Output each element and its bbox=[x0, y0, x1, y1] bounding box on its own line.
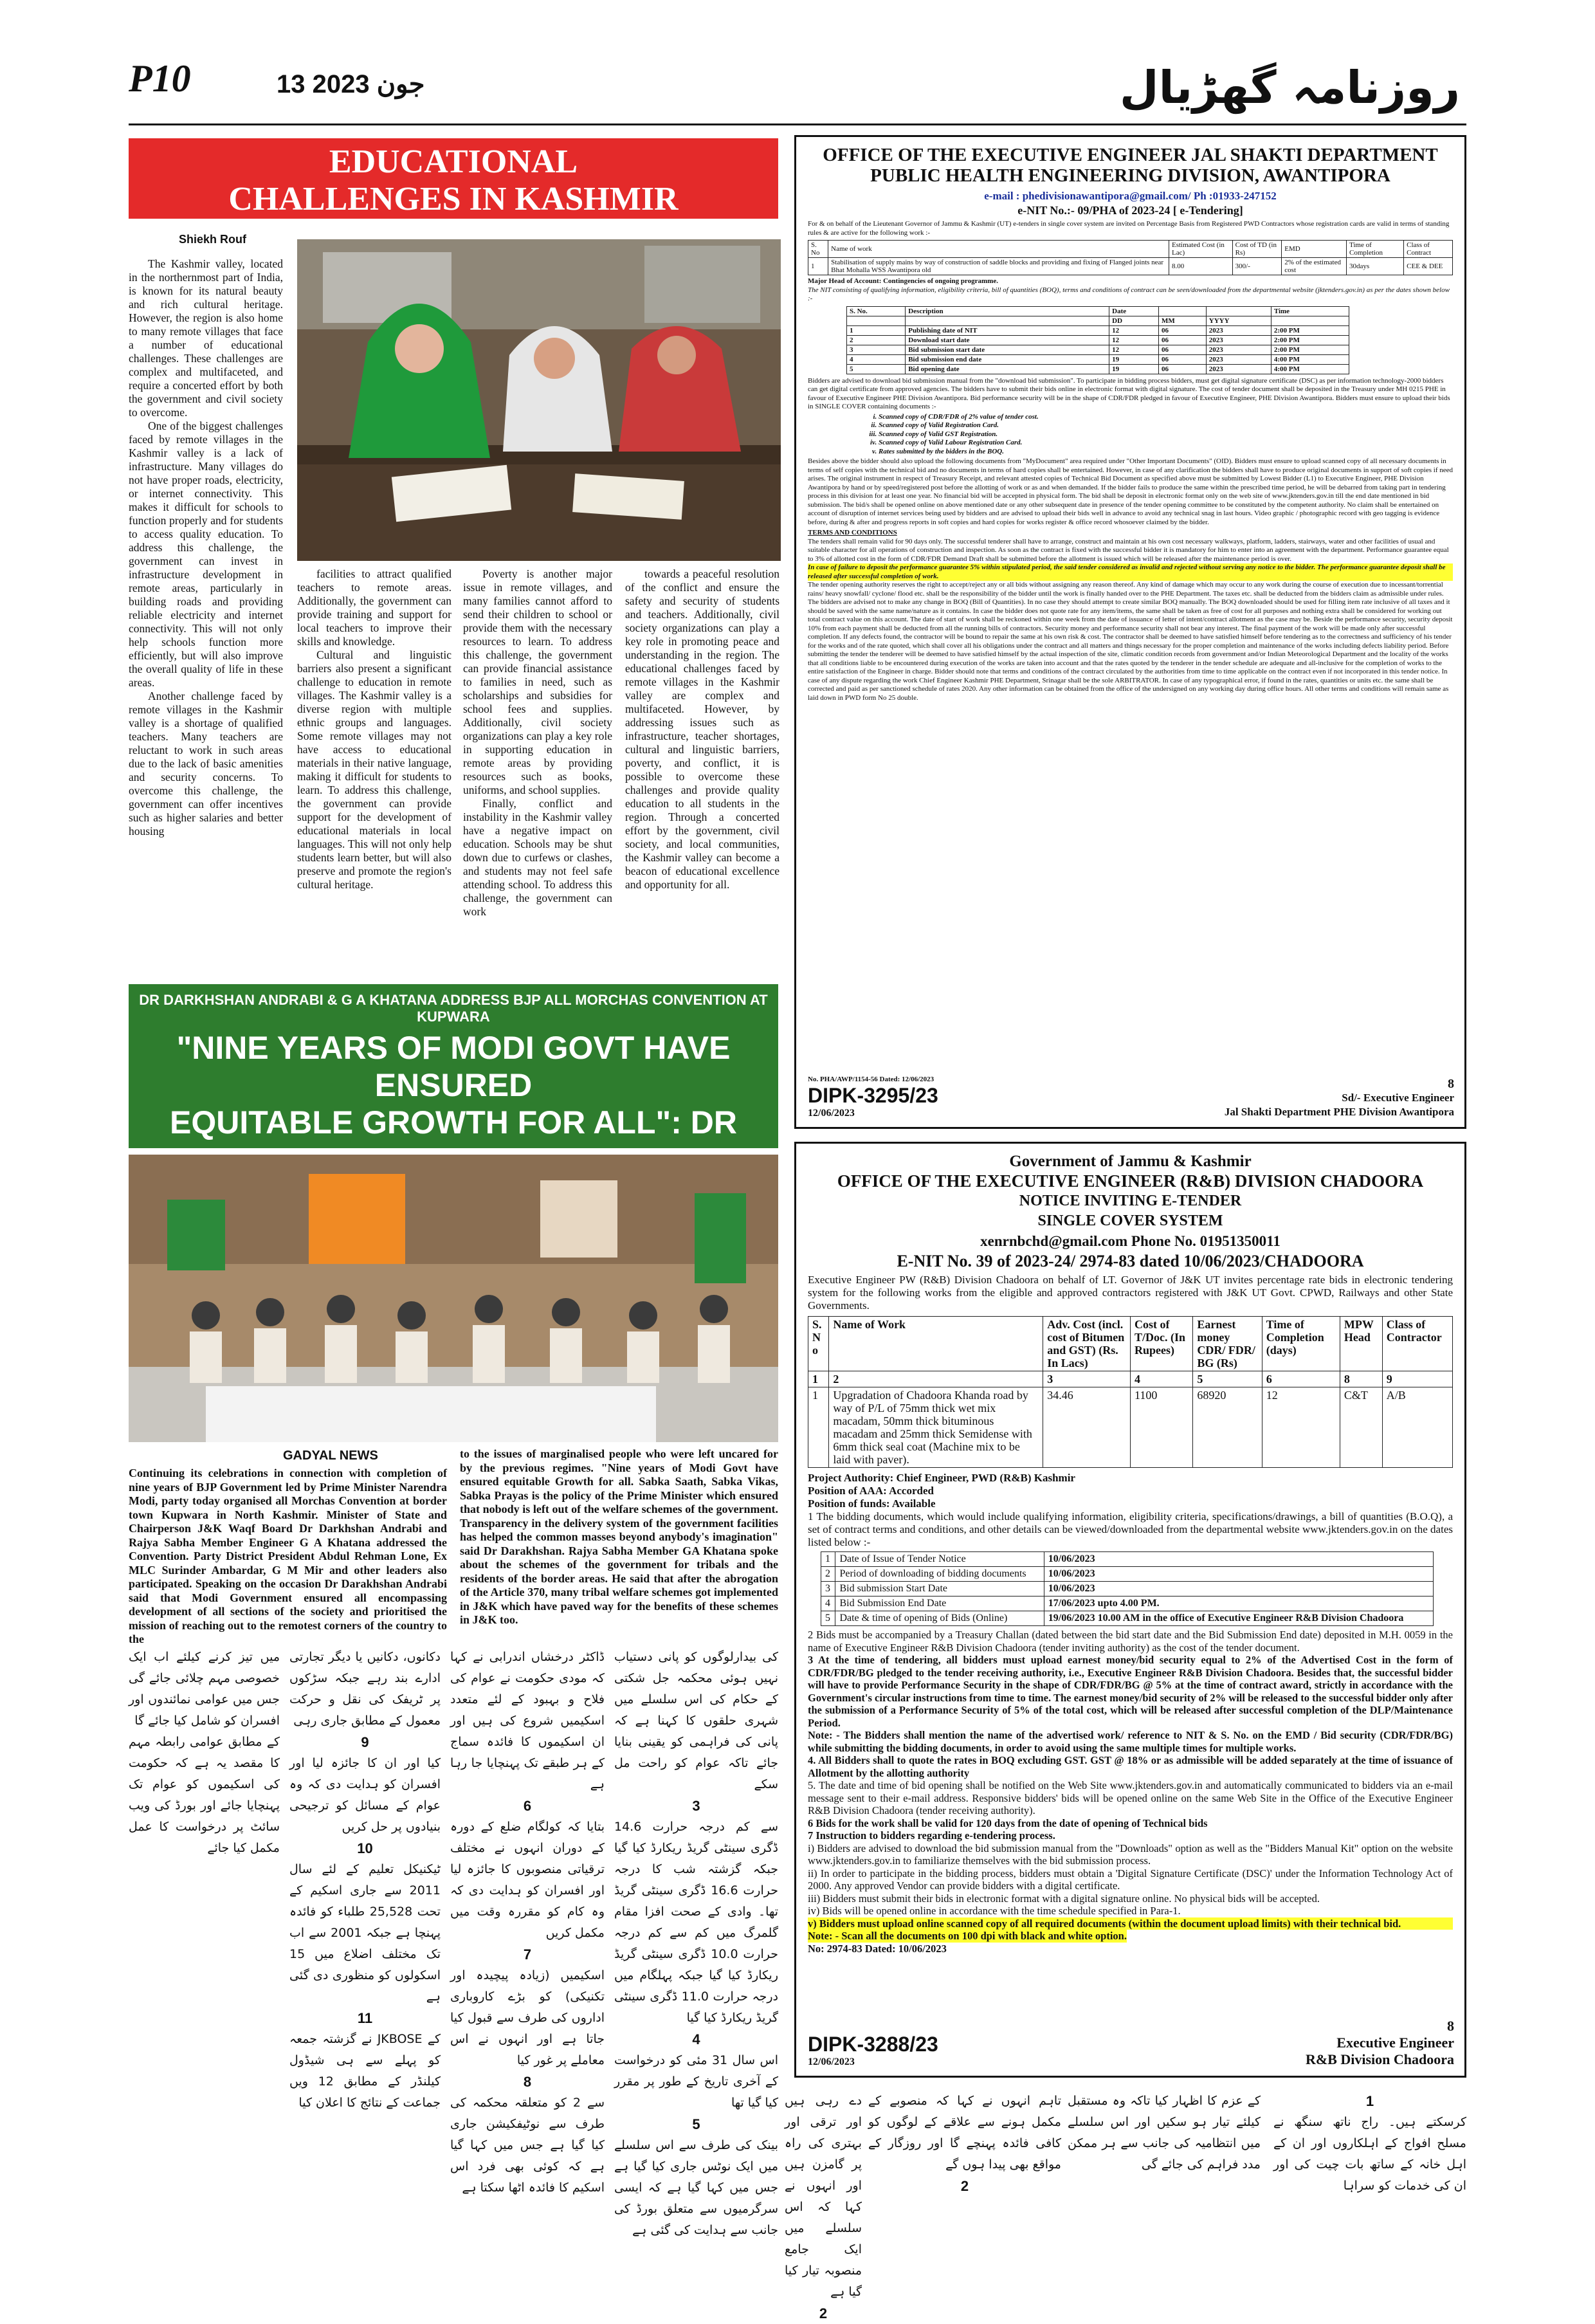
table-cell: 10/06/2023 bbox=[1044, 1552, 1433, 1567]
table-cell: 06 bbox=[1158, 364, 1206, 374]
table-cell: 34.46 bbox=[1043, 1387, 1131, 1468]
urdu-para: ٹیکنیکل تعلیم کے لئے سال 2011 سے جاری اسکیم کے تحت 25,528 طلباء کو فائدہ پہنچا ہے جبکہ 2001 سے اب تک مختلف اضلاع میں 15 اسکولوں کو منظوری دی گئی ہے bbox=[289, 1862, 441, 2004]
table-cell: Download start date bbox=[906, 335, 1109, 345]
table-cell: 12 bbox=[1262, 1387, 1340, 1468]
list-item: iii. Scanned copy of Valid GST Registration. bbox=[879, 430, 1453, 439]
article2-source: GADYAL NEWS bbox=[283, 1449, 378, 1463]
article1-col1 bbox=[129, 257, 283, 978]
table-cell: Publishing date of NIT bbox=[906, 325, 1109, 335]
table-cell: 12 bbox=[1109, 325, 1159, 335]
urdu-col3 bbox=[289, 1647, 441, 2110]
article1-col3 bbox=[463, 567, 612, 979]
table-cell: 4 bbox=[1130, 1371, 1192, 1387]
notice2-page-num: 8 bbox=[1447, 2018, 1454, 2034]
table-cell: 3 bbox=[1043, 1371, 1131, 1387]
urdu-para: بتایا کہ کولگام ضلع کے دورہ کے دوران انہوں نے مختلف ترقیاتی منصوبوں کا جائزہ لیا اور افسران کو ہدایت دی کہ وہ کام کو مقررہ وقت میں مکمل کریں bbox=[450, 1820, 605, 1940]
notice1-enit: e-NIT No.:- 09/PHA of 2023-24 [ e-Tendering] bbox=[1017, 204, 1243, 217]
urdu-para: بینک کی طرف سے اس سلسلے میں ایک نوٹس جاری کیا گیا ہے جس میں کہا گیا ہے کہ ایسی سرگرمیوں سے متعلق بورڈ کی جانب سے ہدایت کی گئی ہے bbox=[614, 2138, 778, 2237]
table-cell: 2 bbox=[821, 1567, 835, 1582]
notice2-para5: 5. The date and time of bid opening shall be notified on the Web Site www.jktenders.gov.in and automatically communicated to bidders via an e-mail message sent to their e-mail address. Responsive bidders' bids will be opened online on the same Web Site in the Office of the Executive Engineer R&B Division Chadoora (tender receiving authority). bbox=[808, 1779, 1453, 1816]
table-cell: 5 bbox=[847, 364, 906, 374]
urdu-para: سے کم درجہ حرارت 14.6 ڈگری سینٹی گریڈ ریکارڈ کیا گیا جبکہ گزشتہ شب کا درجہ حرارت 16.6 ڈگری سینٹی گریڈ تھا۔ وادی کے صحت افزا مقام گلمرگ میں کم سے کم درجہ حرارت 10.0 ڈگری سینٹی گریڈ ریکارڈ کیا گیا جبکہ پہلگام میں درجہ حرارت 11.0 ڈگری سینٹی گریڈ ریکارڈ کیا گیا bbox=[614, 1820, 778, 2025]
jal-shakti-tender-notice bbox=[794, 135, 1466, 1129]
notice2-para-ii: ii) In order to participate in the bidding process, bidders must obtain a 'Digital Signature Certificate (DSC)' under the Information Technology Act of 2000. Any approved Vendor can provide bidders with a digital certificate. bbox=[808, 1867, 1453, 1892]
notice2-para1: 1 The bidding documents, which would include qualifying information, eligibility criteria, specifications/drawings, a bill of quantities (B.O.Q), a set of contract terms and conditions, and other details can be viewed/downloaded from the departmental website www.jktenders.gov.in on the dates listed below :- bbox=[808, 1510, 1453, 1548]
table-cell: 2:00 PM bbox=[1271, 345, 1349, 354]
list-item: iv. Scanned copy of Valid Labour Registration Card. bbox=[879, 439, 1453, 448]
notice1-schedule-table bbox=[846, 306, 1349, 374]
notice2-heading-line2: OFFICE OF THE EXECUTIVE ENGINEER (R&B) DIVISION CHADOORA bbox=[837, 1171, 1424, 1191]
urdu-col2 bbox=[450, 1647, 605, 2195]
notice1-intro: For & on behalf of the Lieutenant Governor of Jammu & Kashmir (UT) e-tenders in single cover system are invited on Percentage Basis from Registered PWD Contractors whose registration cards are valid in terms of standing rules & are active for the following work :- bbox=[808, 220, 1450, 237]
article2-title-line1: "NINE YEARS OF MODI GOVT HAVE ENSURED bbox=[176, 1030, 731, 1103]
article2-title-line2: EQUITABLE GROWTH FOR ALL": DR bbox=[170, 1104, 737, 1140]
article2-headline-band bbox=[129, 984, 778, 1148]
notice1-heading-line2: PUBLIC HEALTH ENGINEERING DIVISION, AWANTIPORA bbox=[870, 165, 1390, 186]
list-item: i. Scanned copy of CDR/FDR of 2% value of tender cost. bbox=[879, 413, 1453, 422]
table-header-cell: DD bbox=[1109, 316, 1159, 325]
table-header-cell: Name of Work bbox=[829, 1317, 1043, 1371]
article1-col4 bbox=[625, 567, 779, 979]
table-cell: Bid submission end date bbox=[906, 354, 1109, 364]
table-cell: 2023 bbox=[1206, 335, 1271, 345]
table-row bbox=[847, 364, 1349, 374]
table-cell: Upgradation of Chadoora Khanda road by way of P/L of 75mm thick wet mix macadam, 50mm thick bituminous macadam and 25mm thick Semidense with 6mm thick seal coat (Machine mix to be laid with paver). bbox=[829, 1387, 1043, 1468]
table-cell: 4:00 PM bbox=[1271, 354, 1349, 364]
urdu-para: میں تیز کرنے کیلئے اب ایک خصوصی مہم چلائی جائے گی جس میں عوامی نمائندوں اور افسران کو شامل کیا جائے گا bbox=[129, 1650, 280, 1728]
table-cell: 1 bbox=[808, 258, 828, 275]
table-cell: 6 bbox=[1262, 1371, 1340, 1387]
table-cell: 06 bbox=[1158, 325, 1206, 335]
urdu-item-number: 3 bbox=[692, 1798, 700, 1814]
urdu-para: دے رہی ہیں اور ترقی اور بہتری کی راہ پر گامزن ہیں اور انہوں نے کہا کہ اس سلسلے میں ایک جامع منصوبہ تیار کیا گیا ہے bbox=[785, 2094, 862, 2299]
notice1-work-table bbox=[808, 240, 1453, 275]
notice1-heading-line1: OFFICE OF THE EXECUTIVE ENGINEER JAL SHAKTI DEPARTMENT bbox=[823, 145, 1438, 165]
table-header-cell bbox=[1206, 306, 1271, 316]
notice1-dipk-date: 12/06/2023 bbox=[808, 1108, 855, 1119]
article1-byline: Shiekh Rouf bbox=[179, 233, 247, 246]
notice2-funds: Position of funds: Available bbox=[808, 1497, 936, 1510]
urdu-bottom-col3 bbox=[868, 2091, 1061, 2232]
urdu-item-number: 6 bbox=[523, 1798, 532, 1814]
table-cell: 300/- bbox=[1232, 258, 1282, 275]
notice1-dipk: DIPK-3295/23 bbox=[808, 1084, 938, 1107]
table-cell: 4:00 PM bbox=[1271, 364, 1349, 374]
urdu-para: کے عزم کا اظہار کیا تاکہ وہ مستقبل کیلئے تیار ہو سکیں اور اس سلسلے میں انتظامیہ کی جانب سے ہر ممکن مدد فراہم کی جائے گی bbox=[1068, 2094, 1261, 2172]
classroom-photo-image bbox=[297, 239, 781, 561]
table-row bbox=[821, 1611, 1434, 1626]
table-header-cell: Cost of TD (in Rs) bbox=[1232, 241, 1282, 258]
table-cell: 2023 bbox=[1206, 345, 1271, 354]
notice2-dipk: DIPK-3288/23 bbox=[808, 2033, 938, 2056]
notice1-email: e-mail : phedivisionawantipora@gmail.com/ Ph :01933-247152 bbox=[984, 190, 1277, 202]
table-cell: 2023 bbox=[1206, 325, 1271, 335]
table-cell: 1100 bbox=[1130, 1387, 1192, 1468]
article1-para: Cultural and linguistic barriers also present a significant challenge to education in remote villages. The Kashmir valley is a diverse region with multiple ethnic groups and languages. Some remote villages may not have access to educational materials in their native language, making it difficult for students to learn. To address this challenge, the government can provide support for the development of educational materials in local languages. This will not only help students learn better, but will also preserve and promote the region's cultural heritage. bbox=[297, 648, 451, 891]
notice2-aaa: Position of AAA: Accorded bbox=[808, 1485, 934, 1497]
notice1-terms-title: TERMS AND CONDITIONS bbox=[808, 529, 897, 536]
notice1-reference-no: No. PHA/AWP/1154-56 Dated: 12/06/2023 bbox=[808, 1075, 934, 1083]
table-header-cell: Estimated Cost (in Lac) bbox=[1169, 241, 1233, 258]
table-cell: CEE & DEE bbox=[1404, 258, 1453, 275]
urdu-item-number: 11 bbox=[357, 2010, 373, 2026]
notice2-para7: 7 Instruction to bidders regarding e-tendering process. bbox=[808, 1829, 1055, 1842]
urdu-bottom-col1 bbox=[1273, 2091, 1466, 2232]
table-cell: Stabilisation of supply mains by way of construction of saddle blocks and providing and fixing of Flanged joints near Bhat Mohalla WSS Awantipora old bbox=[828, 258, 1169, 275]
table-cell: 19 bbox=[1109, 354, 1159, 364]
table-header-cell: EMD bbox=[1282, 241, 1347, 258]
table-cell: Date & time of opening of Bids (Online) bbox=[835, 1611, 1044, 1626]
table-cell: 2% of the estimated cost bbox=[1282, 258, 1347, 275]
table-cell: 5 bbox=[821, 1611, 835, 1626]
table-cell: 1 bbox=[808, 1387, 829, 1468]
notice1-page-num: 8 bbox=[1448, 1077, 1454, 1091]
table-row bbox=[847, 335, 1349, 345]
article2-col1: Continuing its celebrations in connection with completion of nine years of BJP Government led by Prime Minister Narendra Modi, party today organised all Morchas Convention at border town Kupwara in North Kashmir. Minister of State and Chairperson J&K Waqf Board Dr Darkhshan Andrabi and Rajya Sabha Member Engineer G A Khatana addressed the Convention. Party District President Abdul Rehman Lone, Ex MLC Surinder Ambardar, G M Mir and other leaders also participated. Speaking on the occasion Dr Darakhshan Andrabi said that Modi Government ensured all encompassing development of all sections of the society and prioritised the mission of reaching out to the remotest corners of the country to the bbox=[129, 1467, 447, 1645]
urdu-bottom-col4 bbox=[785, 2091, 862, 2321]
table-header-cell: Earnest money CDR/ FDR/ BG (Rs) bbox=[1193, 1317, 1262, 1371]
table-header-cell: Adv. Cost (incl. cost of Bitumen and GST) (Rs. In Lacs) bbox=[1043, 1317, 1131, 1371]
article1-para: towards a peaceful resolution of the conflict and ensure the safety and security of students and teachers. Additionally, civil society organizations can play a key role in promoting peace and understanding in the region. The educational challenges faced by remote villages in the Kashmir valley are complex and multifaceted. However, by addressing issues such as infrastructure, teacher shortages, cultural and linguistic barriers, poverty, and conflict, it is possible to overcome these challenges and provide quality education to all students in the region. Through a concerted effort by the government, civil society, and local communities, the Kashmir valley can become a beacon of educational excellence and opportunity for all. bbox=[625, 567, 779, 891]
notice2-heading-line1: Government of Jammu & Kashmir bbox=[1009, 1153, 1252, 1170]
article1-para: Another challenge faced by remote villages in the Kashmir valley is a shortage of qualified teachers. Many teachers are reluctant to work in such areas due to the lack of basic amenities and security concerns. To overcome this challenge, the government can offer incentives such as higher salaries and better housing bbox=[129, 690, 283, 837]
notice1-nit-note: The NIT consisting of qualifying information, eligibility criteria, bill of quantities (BOQ), terms and conditions of contract can be seen/downloaded from the departmental website (jktenders.gov.in) as per the dates shown below :- bbox=[808, 286, 1450, 302]
urdu-para: ڈاکٹر درخشاں اندرابی نے کہا کہ مودی حکومت نے عوام کی فلاح و بہبود کے لئے متعدد اسکیمیں شروع کی ہیں اور ان اسکیموں کا فائدہ سماج کے ہر طبقے تک پہنچایا جا رہا ہے bbox=[450, 1650, 605, 1791]
notice2-dipk-date: 12/06/2023 bbox=[808, 2056, 855, 2067]
urdu-para: کے JKBOSE نے گزشتہ جمعہ کو پہلے سے ہی شیڈول کیلنڈر کے مطابق 12 ویں جماعت کے نتائج کا اعلان کیا bbox=[289, 2032, 441, 2110]
notice1-head-account: Major Head of Account: Contingencies of ongoing programme. bbox=[808, 277, 998, 285]
table-header-cell: Name of work bbox=[828, 241, 1169, 258]
notice2-para-i: i) Bidders are advised to download the bid submission manual from the "Downloads" option as well as the "Bidders Manual Kit" option on the website www.jktenders.gov.in to familiarize themselves with the bid submission process. bbox=[808, 1842, 1453, 1867]
table-cell: 3 bbox=[821, 1582, 835, 1597]
notice2-work-table bbox=[808, 1316, 1453, 1468]
urdu-para: اسکیمیں (زیادہ پیچیدہ اور تکنیکی) کو بڑے کاروباری اداروں کی طرف سے قبول کیا جاتا ہے اور انہوں نے اس معاملے پر غور کیا bbox=[450, 1968, 605, 2067]
notice2-reference-no: No: 2974-83 Dated: 10/06/2023 bbox=[808, 1942, 947, 1955]
notice1-signature-title: Sd/- Executive Engineer bbox=[1342, 1092, 1454, 1104]
table-cell: 12 bbox=[1109, 345, 1159, 354]
urdu-para: تاہم انہوں نے کہا کہ منصوبے کے مکمل ہونے سے علاقے کے لوگوں کو کافی فائدہ پہنچے گا اور روزگار کے مواقع بھی پیدا ہوں گے bbox=[868, 2094, 1061, 2172]
table-cell: 10/06/2023 bbox=[1044, 1582, 1433, 1597]
table-cell: 1 bbox=[821, 1552, 835, 1567]
notice2-para2: 2 Bids must be accompanied by a Treasury Challan (dated between the bid start date and the Bid Submission End date) deposited in M.H. 0059 in the name of Executive Engineer R&B Division Chadoora (tender inviting authority) as the cost of the tender document. bbox=[808, 1629, 1453, 1654]
urdu-item-number: 5 bbox=[692, 2116, 700, 2132]
article1-title-line2: CHALLENGES IN KASHMIR bbox=[228, 181, 679, 217]
notice2-para4: 4. All Bidders shall to quote the rates in BOQ excluding GST. GST @ 18% or as admissible will be added separately at the time of issuance of Allotment by the allotting authority bbox=[808, 1754, 1453, 1779]
article1-title-banner bbox=[129, 138, 778, 219]
notice2-note2: Note: - Scan all the documents on 100 dpi with black and white option. bbox=[808, 1930, 1127, 1942]
convention-photo-image bbox=[129, 1155, 778, 1442]
table-cell: 1 bbox=[808, 1371, 829, 1387]
notice2-para-v: v) Bidders must upload online scanned copy of all required documents (within the document upload limits) with their technical bid. bbox=[808, 1917, 1453, 1930]
table-cell: 1 bbox=[847, 325, 906, 335]
table-cell: 4 bbox=[821, 1597, 835, 1611]
article1-para: One of the biggest challenges faced by remote villages in the Kashmir valley is a lack of infrastructure. Many villages do not have proper roads, electricity, or internet connectivity. This makes it difficult for schools to function properly and for students to access quality education. To address this challenge, the government can invest in infrastructure development in remote areas, particularly in building roads and providing reliable electricity and internet connectivity. This will not only help schools function more efficiently, but will also improve the overall quality of life in these areas. bbox=[129, 419, 283, 689]
notice2-intro: Executive Engineer PW (R&B) Division Chadoora on behalf of LT. Governor of J&K UT invites percentage rate bids in electronic tendering system for the following works from the eligible and approved contractors registered with J&K UT Govt. CPWD, Railways and other State Governments. bbox=[808, 1274, 1453, 1312]
urdu-bottom-col2 bbox=[1068, 2091, 1261, 2232]
notice2-heading-line4: SINGLE COVER SYSTEM bbox=[1037, 1212, 1223, 1229]
table-cell: 2:00 PM bbox=[1271, 325, 1349, 335]
table-cell: 9 bbox=[1382, 1371, 1452, 1387]
urdu-para: کیا اور ان کا جائزہ لیا اور افسران کو ہدایت دی کہ وہ عوام کے مسائل کو ترجیحی بنیادوں پر حل کریں bbox=[289, 1756, 441, 1834]
table-cell: C&T bbox=[1340, 1387, 1382, 1468]
urdu-item-number: 2 bbox=[819, 2305, 828, 2321]
notice2-para6: 6 Bids for the work shall be valid for 120 days from the date of opening of Technical bids bbox=[808, 1816, 1208, 1829]
notice2-para-iv: iv) Bids will be opened online in accordance with the time schedule specified in Para-1. bbox=[808, 1905, 1181, 1917]
table-row bbox=[821, 1552, 1434, 1567]
urdu-item-number: 4 bbox=[692, 2031, 700, 2047]
table-cell: Bid submission start date bbox=[906, 345, 1109, 354]
page-number: P10 bbox=[129, 57, 191, 100]
table-cell: 12 bbox=[1109, 335, 1159, 345]
article1-para: Finally, conflict and instability in the Kashmir valley have a negative impact on education. Schools may be shut down due to curfews or clashes, and students may not feel safe attending school. To address this challenge, the government can work bbox=[463, 797, 612, 918]
urdu-item-number: 2 bbox=[960, 2178, 969, 2194]
notice1-highlighted-clause: In case of failure to deposit the performance guarantee 5% within stipulated period, the said tender considered as invalid and rejected without serving any notice to the bidder. The performance guarantee deposit shall be released after successful completion of work. bbox=[808, 563, 1453, 581]
notice2-schedule-table bbox=[821, 1551, 1434, 1626]
table-cell: Bid submission Start Date bbox=[835, 1582, 1044, 1597]
urdu-item-number: 10 bbox=[357, 1840, 373, 1856]
table-row bbox=[847, 354, 1349, 364]
table-row bbox=[847, 325, 1349, 335]
urdu-para: اس سال 31 مئی کو درخواست کے آخری تاریخ کے طور پر مقرر کیا گیا تھا bbox=[614, 2053, 778, 2110]
classroom-photo bbox=[297, 239, 781, 561]
table-cell: 4 bbox=[847, 354, 906, 364]
table-cell: Bid Submission End Date bbox=[835, 1597, 1044, 1611]
table-cell: 30days bbox=[1347, 258, 1404, 275]
urdu-item-number: 9 bbox=[361, 1734, 369, 1750]
list-item: v. Rates submitted by the bidders in the BOQ. bbox=[879, 448, 1453, 457]
notice2-enit: E-NIT No. 39 of 2023-24/ 2974-83 dated 10/06/2023/CHADOORA bbox=[897, 1252, 1364, 1270]
urdu-para: کرسکتے ہیں۔ راج ناتھ سنگھ نے مسلح افواج کے اہلکاروں اور ان کے اہل خانہ کے ساتھ بات چیت کی اور ان کی خدمات کو سراہا bbox=[1273, 2115, 1466, 2193]
table-cell: 2 bbox=[847, 335, 906, 345]
table-row bbox=[847, 345, 1349, 354]
urdu-para: کی بیدارلوگوں کو پانی دستیاب نہیں ہوئی محکمہ جل شکتی کے حکام کی اس سلسلے میں شہری حلقوں کا کہنا ہے کہ پانی کی فراہمی کو یقینی بنایا جائے تاکہ عوام کو راحت مل سکے bbox=[614, 1650, 778, 1791]
notice2-project-authority: Project Authority: Chief Engineer, PWD (R&B) Kashmir bbox=[808, 1472, 1075, 1484]
table-header-cell: Time of Completion (days) bbox=[1262, 1317, 1340, 1371]
table-cell: 19 bbox=[1109, 364, 1159, 374]
article1-title-line1: EDUCATIONAL bbox=[329, 143, 578, 180]
table-header-cell: Time of Completion bbox=[1347, 241, 1404, 258]
article1-para: facilities to attract qualified teachers to remote areas. Additionally, the government can provide training and support for local teachers to improve their skills and knowledge. bbox=[297, 567, 451, 648]
newspaper-masthead: روزنامہ گھڑیال bbox=[1119, 61, 1460, 114]
convention-photo bbox=[129, 1155, 778, 1442]
table-header-cell: YYYY bbox=[1206, 316, 1271, 325]
table-row bbox=[821, 1567, 1434, 1582]
notice2-para-iii: iii) Bidders must submit their bids in electronic format with a digital signature online. No physical bids will be accepted. bbox=[808, 1892, 1320, 1905]
urdu-col4 bbox=[129, 1647, 280, 2091]
urdu-col1 bbox=[614, 1647, 778, 2237]
table-cell: 2 bbox=[829, 1371, 1043, 1387]
table-cell: 68920 bbox=[1193, 1387, 1262, 1468]
table-header-cell: S. No bbox=[808, 241, 828, 258]
notice2-signature-dept: R&B Division Chadoora bbox=[1305, 2051, 1454, 2067]
notice1-terms2: The tender opening authority reserves the right to accept/reject any or all bids without assigning any reason thereof. Any kind of damage which may occur to any work during the course of execution due to incessant/torrential rains/ heavy snowfall/ cyclone/ flood etc. shall be the responsibility of the bidder until the work is finally handed over to the PHE Department. The taxes etc. shall be deducted from the bidders claim as admissible under rules. The bidders are advised not to make any change in BOQ (Bill of Quantities). In no case they should attempt to create similar BOQ manually. The BOQ downloaded should be used for filling item rate inclusive of all taxes and it should be saved with the same name/nature as it contains. In case the bidder does not quote rate for any item/items, the same shall be taken as free of cost for all purposes and nothing extra shall be considered for working out total contract value on this account. The date of start of work shall be reckoned within one week from the date of issuance of letter of intent/contract allotment as the case may be. Beside the performance security, security deposit 10% from each payment shall be deducted from all the running bills of contractors. Security money and performance security shall not bear any interest. The final payment of the work will be made only after successful completion. If any defects found, the contractor will be bound to repair the same at his own risk & cost. The contractor shall be deemed to have satisfied himself before tendering as to the correctness and sufficiency of his tender for the works and of the rate quoted, which shall cover all his obligations under the contract and all matters and things necessary for the proper completion and maintenance of the works including defects liability period. Before submitting the tender the tenderer will be deemed to have satisfied himself by the actual inspection of the site, climatic condition records from government and/or Indian Meteorological Department and the locality of the works that all conditions liable to be encountered during execution of the works are taken into account and that the rates quoted by the tenderer in the tender schedule are adequate and all-inclusive for the completion of works to the entire satisfaction of the Engineer in charge. Bidder should note that terms and conditions of the contract circulated by the authorities from time to time applicable on the contract even if not incorporated in this tender notice. In case of any dispute regarding the work Chief Engineer Kashmir PHE Department, Srinagar shall be the sole ARBITRATOR. In case of any typographical error, if found in the rates, quantities or units etc. the same shall be corrected and paid as per sanctioned schedule of rates 2020. Any other information can be obtained from the office of the undersigned on any working day during office hours. All other terms and conditions will remain same as laid down in PWD form No 25 double. bbox=[808, 581, 1453, 702]
notice2-para3: 3 At the time of tendering, all bidders must upload earnest money/bid security equal to 2% of the Advertised Cost in the form of CDR/FDR/BG pledged to the tender receiving authority, i.e., Executive Engineer R&B Division Chadoora. Besides that, the successful bidder will have to provide Performance Security in the shape of CDR/FDR/BG @ 5% at the time of contract award, strictly in accordance with the Government's circular instructions from time to time. The earnest money/bid security of 2% will be released to the successful bidder only after the submission of a Performance Security of 5% of the total cost, which will be released after successful completion of the DLP/Maintenance Period. bbox=[808, 1654, 1453, 1729]
table-cell: 2023 bbox=[1206, 354, 1271, 364]
notice2-heading-line3: NOTICE INVITING E-TENDER bbox=[1019, 1193, 1242, 1209]
issue-date: 13 جون 2023 bbox=[277, 70, 425, 98]
table-cell: Date of Issue of Tender Notice bbox=[835, 1552, 1044, 1567]
article2-kicker: DR DARKHSHAN ANDRABI & G A KHATANA ADDRESS BJP ALL MORCHAS CONVENTION AT KUPWARA bbox=[139, 992, 768, 1025]
notice1-body1: Bidders are advised to download bid submission manual from the "download bid submission". To participate in bidding process bidders, must get digital signature certificate (DSC) as per information technology-2000 bidders can get digital certificate from approved agencies. The bidders have to submit their bids online in electronic format with digital signature. The cost of tender document shall be deposited in the Treasury under MH 0215 PHE in favour of Executive Engineer PHE Division Awantipora. Bid performance security will be in the shape of CDR/FDR pledged in favour of Executive Engineer, PHE Division Awantipora. Bidders must ensure to upload their bids in SINGLE COVER containing documents :- bbox=[808, 376, 1450, 410]
table-cell: 06 bbox=[1158, 354, 1206, 364]
table-cell: Bid opening date bbox=[906, 364, 1109, 374]
table-cell: 3 bbox=[847, 345, 906, 354]
article1-col2 bbox=[297, 567, 451, 979]
table-cell: 8 bbox=[1340, 1371, 1382, 1387]
table-header-cell bbox=[1158, 306, 1206, 316]
table-row bbox=[821, 1582, 1434, 1597]
table-header-cell: Time bbox=[1271, 306, 1349, 316]
notice1-signature-dept: Jal Shakti Department PHE Division Awantipora bbox=[1224, 1106, 1454, 1118]
table-cell: 19/06/2023 10.00 AM in the office of Executive Engineer R&B Division Chadoora bbox=[1044, 1611, 1433, 1626]
notice1-terms: The tenders shall remain valid for 90 days only. The successful tenderer shall have to arrange, construct and maintain at his own cost necessary walkways, platform, ladders, stairways, water and other facilities of usual and suitable character for all operations of construction and inspection. As soon as the contract is fixed with the successful bidder it is mandatory for him to enter into an agreement with the department. Performance guarantee equal to 3% of allotted cost in the form of CDR/FDR Demand Draft shall be submitted before the allotment is issued which will be released after the maintenance period is over. bbox=[808, 537, 1449, 563]
table-header-cell: MPW Head bbox=[1340, 1317, 1382, 1371]
table-cell: 06 bbox=[1158, 335, 1206, 345]
notice2-note1: Note: - The Bidders shall mention the name of the advertised work/ reference to NIT & S. No. on the EMD / Bid security (CDR/FDR/BG) while submitting the bidding documents, in order to avoid using the same multiple times for multiple works. bbox=[808, 1729, 1453, 1754]
urdu-para: کے مطابق عوامی رابطہ مہم کا مقصد یہ ہے کہ حکومت کی اسکیموں کو عوام تک پہنچایا جائے اور بورڈ کی ویب سائٹ پر درخواست کا عمل مکمل کیا جائے bbox=[129, 1735, 280, 1855]
table-header-cell: S. N o bbox=[808, 1317, 829, 1371]
table-header-cell: Date bbox=[1109, 306, 1159, 316]
article2-col2: to the issues of marginalised people who were left uncared for by the previous regimes. "Nine years of Modi Govt have ensured equitable Growth for all. Sabka Saath, Sabka Vikas, Sabka Prayas is the policy of the Prime Minister which ensured that nobody is left out of the welfare schemes of the government. Transparency in the delivery system of the government facilities has helped the common masses beyond anybody's imagination" said Dr Darakhshan. Rajya Sabha Member GA Khatana spoke about the schemes of the government for tribals and the residents of the border areas. He said that after the abrogation of the Article 370, many tribal welfare schemes got implemented in J&K which have paved way for the benefits of these schemes in J&K too. bbox=[460, 1447, 778, 1626]
article1-para: Poverty is another major issue in remote villages, and many families cannot afford to send their children to school or provide them with the necessary resources to learn. To address this challenge, the government can provide financial assistance to families in need, such as scholarships and subsidies for school fees and supplies. Additionally, civil society organizations can play a key role in supporting education in remote areas by providing resources such as books, uniforms, and school supplies. bbox=[463, 567, 612, 796]
table-cell: 2:00 PM bbox=[1271, 335, 1349, 345]
table-cell: 5 bbox=[1193, 1371, 1262, 1387]
rnb-chadoora-tender-notice bbox=[794, 1142, 1466, 2078]
table-cell: 10/06/2023 bbox=[1044, 1567, 1433, 1582]
table-cell: A/B bbox=[1382, 1387, 1452, 1468]
table-cell: 17/06/2023 upto 4.00 PM. bbox=[1044, 1597, 1433, 1611]
urdu-item-number: 7 bbox=[523, 1946, 532, 1963]
table-cell: 2023 bbox=[1206, 364, 1271, 374]
table-header-cell: Cost of T/Doc. (In Rupees) bbox=[1130, 1317, 1192, 1371]
table-cell: 06 bbox=[1158, 345, 1206, 354]
urdu-item-number: 1 bbox=[1365, 2093, 1374, 2109]
table-row bbox=[821, 1597, 1434, 1611]
table-header-cell: Class of Contract bbox=[1404, 241, 1453, 258]
notice2-signature-title: Executive Engineer bbox=[1336, 2035, 1454, 2051]
notice1-body2: Besides above the bidder should also upload the following documents from "MyDocument" area required under "Other Important Documents" (OID). Bidders must ensure to upload scanned copy of all necessary documents in terms of self copies with the technical bid and no documents in terms of hard copies shall be entertained. However, in case of any clarification the bidders shall have to produce original documents in support of soft copies if need arises. The original instrument in respect of Treasury Receipt, and relevant attested copies of Technical Bid Document as specified above must be submitted by Lowest Bidder (L1) to Executive Engineer, PHE Division Awantipora by hand or by speed/registered post before the allotting of work or as and when demanded. If the bidder fails to produce the same within the prescribed time period, he will be debarred from taking part in tendering process in this division for at least one year. No financial bid will be accepted in physical form. The bid shall be deposit in electronic format only on the web site of www.jktenders.gov.in till the end date mentioned in bid submission. The bid/s shall be opened online on above mentioned date or any other subsequent date in presence of the tender opening committee to be constituted by the competent authority. No claim shall be entertained on account of disruption of internet services being used by bidders and are advised to upload their bids well in advance to avoid any technical snag in last hours. Video graphic / photographic record with geo tagging is evidence before, during & after and progress reports in soft copies and hard copies for works register & office record whosoever claimed by the bidder. bbox=[808, 457, 1454, 526]
table-cell: 8.00 bbox=[1169, 258, 1233, 275]
table-header-cell: Description bbox=[906, 306, 1109, 316]
urdu-para: دکانوں، دکانیں یا دیگر تجارتی ادارے بند رہے جبکہ سڑکوں پر ٹریفک کی نقل و حرکت معمول کے مطابق جاری رہی bbox=[289, 1650, 441, 1728]
urdu-item-number: 8 bbox=[523, 2074, 532, 2090]
notice1-document-list bbox=[853, 413, 1453, 457]
article1-para: The Kashmir valley, located in the northernmost part of India, is known for its natural beauty and rich cultural heritage. However, the region is also home to many remote villages that face a number of educational challenges. These challenges are complex and multifaceted, and require a concerted effort by both the government and civil society to overcome. bbox=[129, 257, 283, 419]
table-header-cell: Class of Contractor bbox=[1382, 1317, 1452, 1371]
table-header-cell: S. No. bbox=[847, 306, 906, 316]
list-item: ii. Scanned copy of Valid Registration Card. bbox=[879, 421, 1453, 430]
table-header-cell: MM bbox=[1158, 316, 1206, 325]
notice2-contact: xenrnbchd@gmail.com Phone No. 01951350011 bbox=[980, 1233, 1281, 1249]
table-cell: Period of downloading of bidding documents bbox=[835, 1567, 1044, 1582]
urdu-para: سے 2 کو متعلقہ محکمہ کی طرف سے نوٹیفکیشن جاری کیا گیا ہے جس میں کہا گیا ہے کہ کوئی بھی فرد اس اسکیم کا فائدہ اٹھا سکتا ہے bbox=[450, 2096, 605, 2195]
header-rule bbox=[129, 124, 1466, 125]
